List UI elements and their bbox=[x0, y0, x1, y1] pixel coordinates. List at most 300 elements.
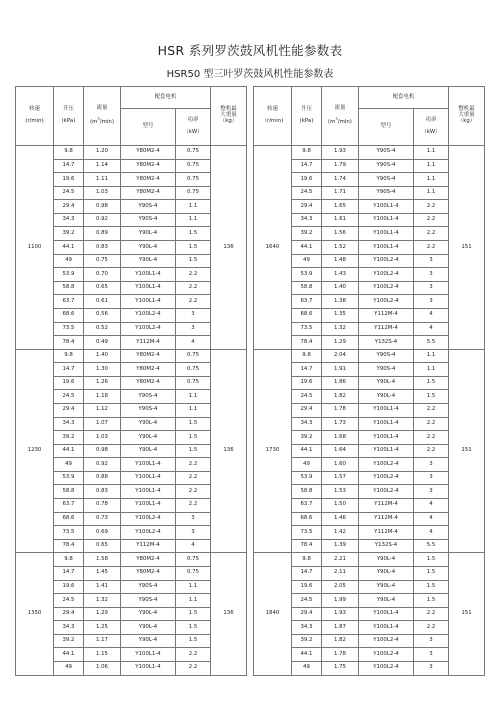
motor-model-cell: Y90S-4 bbox=[121, 580, 176, 594]
motor-model-cell: Y90L-4 bbox=[121, 621, 176, 635]
power-cell: 3 bbox=[413, 648, 448, 662]
motor-model-cell: Y80M2-4 bbox=[121, 553, 176, 567]
speed-cell: 1100 bbox=[16, 146, 54, 350]
power-cell: 5.5 bbox=[413, 336, 448, 350]
header-weight: 整机最 大重量 （kg） bbox=[211, 87, 247, 146]
flow-cell: 1.29 bbox=[84, 607, 121, 621]
power-cell: 2.2 bbox=[413, 417, 448, 431]
power-cell: 0.75 bbox=[176, 159, 211, 173]
power-cell: 4 bbox=[413, 308, 448, 322]
header-flow: 流量 $(m^3/\min)$ bbox=[84, 87, 121, 146]
flow-cell: 2.21 bbox=[321, 553, 358, 567]
motor-model-cell: Y100L1-4 bbox=[358, 431, 413, 445]
power-cell: 2.2 bbox=[176, 281, 211, 295]
pressure-cell: 58.8 bbox=[291, 485, 321, 499]
flow-cell: 1.75 bbox=[321, 661, 358, 675]
pressure-cell: 14.7 bbox=[54, 566, 84, 580]
pressure-cell: 73.5 bbox=[54, 526, 84, 540]
flow-cell: 0.61 bbox=[84, 295, 121, 309]
page-title: HSR 系列罗茨鼓风机性能参数表 bbox=[157, 43, 343, 58]
motor-model-cell: Y90L-4 bbox=[358, 566, 413, 580]
motor-model-cell: Y90L-4 bbox=[121, 431, 176, 445]
motor-model-cell: Y90S-4 bbox=[358, 349, 413, 363]
power-cell: 2.2 bbox=[413, 403, 448, 417]
flow-cell: 1.87 bbox=[321, 621, 358, 635]
motor-model-cell: Y112M-4 bbox=[358, 499, 413, 513]
flow-cell: 1.48 bbox=[321, 254, 358, 268]
page-subtitle: HSR50 型三叶罗茨鼓风机性能参数表 bbox=[166, 69, 334, 80]
flow-cell: 1.57 bbox=[321, 471, 358, 485]
motor-model-cell: Y112M-4 bbox=[358, 512, 413, 526]
pressure-cell: 49 bbox=[291, 254, 321, 268]
flow-cell: 0.52 bbox=[84, 322, 121, 336]
motor-model-cell: Y80M2-4 bbox=[121, 363, 176, 377]
motor-model-cell: Y100L2-4 bbox=[121, 512, 176, 526]
pressure-cell: 34.3 bbox=[54, 417, 84, 431]
pressure-cell: 63.7 bbox=[54, 499, 84, 513]
motor-model-cell: Y100L2-4 bbox=[358, 648, 413, 662]
flow-cell: 1.52 bbox=[321, 241, 358, 255]
header-power: 功率 （kW） bbox=[176, 109, 211, 146]
table-row bbox=[16, 553, 247, 567]
flow-cell: 1.93 bbox=[321, 146, 358, 160]
pressure-cell: 53.9 bbox=[54, 471, 84, 485]
pressure-cell: 58.8 bbox=[54, 485, 84, 499]
pressure-cell: 9.8 bbox=[291, 349, 321, 363]
power-cell: 3 bbox=[176, 308, 211, 322]
flow-cell: 1.78 bbox=[321, 403, 358, 417]
power-cell: 4 bbox=[176, 539, 211, 553]
pressure-cell: 68.6 bbox=[291, 308, 321, 322]
pressure-cell: 39.2 bbox=[54, 634, 84, 648]
pressure-cell: 44.1 bbox=[291, 648, 321, 662]
power-cell: 2.2 bbox=[413, 241, 448, 255]
motor-model-cell: Y100L1-4 bbox=[121, 499, 176, 513]
motor-model-cell: Y90L-4 bbox=[358, 580, 413, 594]
pressure-cell: 78.4 bbox=[54, 336, 84, 350]
power-cell: 0.75 bbox=[176, 173, 211, 187]
pressure-cell: 39.2 bbox=[54, 431, 84, 445]
pressure-cell: 24.5 bbox=[54, 390, 84, 404]
motor-model-cell: Y132S-4 bbox=[358, 336, 413, 350]
left-table-body bbox=[16, 146, 247, 676]
flow-cell: 1.58 bbox=[84, 553, 121, 567]
power-cell: 3 bbox=[413, 268, 448, 282]
flow-cell: 1.71 bbox=[321, 186, 358, 200]
right-table-body bbox=[253, 146, 484, 676]
power-cell: 1.5 bbox=[413, 553, 448, 567]
pressure-cell: 49 bbox=[54, 254, 84, 268]
flow-cell: 0.98 bbox=[84, 444, 121, 458]
weight-cell: 151 bbox=[449, 146, 485, 350]
flow-cell: 0.89 bbox=[84, 227, 121, 241]
flow-cell: 1.25 bbox=[84, 621, 121, 635]
flow-cell: 1.40 bbox=[84, 349, 121, 363]
pressure-cell: 24.5 bbox=[291, 594, 321, 608]
motor-model-cell: Y90L-4 bbox=[121, 607, 176, 621]
pressure-cell: 19.6 bbox=[54, 580, 84, 594]
pressure-cell: 9.8 bbox=[54, 146, 84, 160]
power-cell: 2.2 bbox=[413, 200, 448, 214]
weight-cell: 136 bbox=[211, 146, 247, 350]
power-cell: 4 bbox=[413, 322, 448, 336]
power-cell: 1.1 bbox=[176, 213, 211, 227]
flow-cell: 1.07 bbox=[84, 417, 121, 431]
power-cell: 2.2 bbox=[176, 499, 211, 513]
motor-model-cell: Y100L2-4 bbox=[358, 254, 413, 268]
motor-model-cell: Y100L2-4 bbox=[358, 471, 413, 485]
power-cell: 1.5 bbox=[176, 431, 211, 445]
motor-model-cell: Y90S-4 bbox=[358, 159, 413, 173]
power-cell: 1.5 bbox=[176, 444, 211, 458]
weight-cell: 151 bbox=[449, 553, 485, 675]
pressure-cell: 39.2 bbox=[54, 227, 84, 241]
flow-cell: 0.56 bbox=[84, 308, 121, 322]
motor-model-cell: Y90S-4 bbox=[121, 390, 176, 404]
motor-model-cell: Y100L1-4 bbox=[358, 403, 413, 417]
pressure-cell: 68.6 bbox=[54, 512, 84, 526]
motor-model-cell: Y90S-4 bbox=[358, 173, 413, 187]
power-cell: 3 bbox=[413, 281, 448, 295]
flow-cell: 1.06 bbox=[84, 661, 121, 675]
flow-cell: 0.73 bbox=[84, 512, 121, 526]
power-cell: 1.1 bbox=[176, 580, 211, 594]
power-cell: 1.1 bbox=[176, 200, 211, 214]
pressure-cell: 44.1 bbox=[54, 241, 84, 255]
flow-cell: 1.91 bbox=[321, 363, 358, 377]
power-cell: 1.5 bbox=[176, 254, 211, 268]
flow-cell: 1.14 bbox=[84, 159, 121, 173]
pressure-cell: 24.5 bbox=[291, 186, 321, 200]
flow-cell: 1.38 bbox=[321, 295, 358, 309]
flow-cell: 1.61 bbox=[321, 213, 358, 227]
pressure-cell: 34.3 bbox=[54, 213, 84, 227]
power-cell: 4 bbox=[413, 512, 448, 526]
power-cell: 1.1 bbox=[413, 159, 448, 173]
table-row bbox=[16, 146, 247, 160]
power-cell: 3 bbox=[413, 485, 448, 499]
header-motor: 配套电机 bbox=[121, 87, 211, 109]
flow-cell: 0.49 bbox=[84, 336, 121, 350]
motor-model-cell: Y100L1-4 bbox=[121, 471, 176, 485]
flow-cell: 1.29 bbox=[321, 336, 358, 350]
flow-cell: 0.83 bbox=[84, 485, 121, 499]
speed-cell: 1730 bbox=[253, 349, 291, 553]
pressure-cell: 49 bbox=[54, 458, 84, 472]
header-speed: 转速 （r/min) bbox=[253, 87, 291, 146]
pressure-cell: 19.6 bbox=[291, 173, 321, 187]
motor-model-cell: Y100L1-4 bbox=[358, 621, 413, 635]
speed-cell: 1350 bbox=[16, 553, 54, 675]
power-cell: 2.2 bbox=[176, 458, 211, 472]
power-cell: 2.2 bbox=[176, 648, 211, 662]
pressure-cell: 58.8 bbox=[54, 281, 84, 295]
pressure-cell: 73.5 bbox=[54, 322, 84, 336]
power-cell: 2.2 bbox=[176, 295, 211, 309]
pressure-cell: 29.4 bbox=[291, 403, 321, 417]
header-flow: 流量 $(m^3/\min)$ bbox=[321, 87, 358, 146]
pressure-cell: 24.5 bbox=[54, 594, 84, 608]
power-cell: 3 bbox=[176, 322, 211, 336]
flow-cell: 1.74 bbox=[321, 173, 358, 187]
motor-model-cell: Y90S-4 bbox=[358, 186, 413, 200]
flow-cell: 1.45 bbox=[84, 566, 121, 580]
flow-cell: 1.03 bbox=[84, 431, 121, 445]
power-cell: 1.5 bbox=[413, 580, 448, 594]
table-row bbox=[253, 146, 484, 160]
pressure-cell: 19.6 bbox=[54, 376, 84, 390]
flow-cell: 1.35 bbox=[321, 308, 358, 322]
motor-model-cell: Y90L-4 bbox=[121, 444, 176, 458]
power-cell: 1.1 bbox=[413, 186, 448, 200]
power-cell: 2.2 bbox=[176, 268, 211, 282]
flow-cell: 1.64 bbox=[321, 444, 358, 458]
motor-model-cell: Y100L2-4 bbox=[358, 661, 413, 675]
pressure-cell: 29.4 bbox=[54, 607, 84, 621]
pressure-cell: 58.8 bbox=[291, 281, 321, 295]
motor-model-cell: Y100L1-4 bbox=[358, 417, 413, 431]
motor-model-cell: Y100L1-4 bbox=[358, 200, 413, 214]
flow-cell: 1.73 bbox=[321, 417, 358, 431]
motor-model-cell: Y100L2-4 bbox=[121, 308, 176, 322]
flow-cell: 0.70 bbox=[84, 268, 121, 282]
pressure-cell: 29.4 bbox=[54, 403, 84, 417]
pressure-cell: 78.4 bbox=[291, 336, 321, 350]
pressure-cell: 73.5 bbox=[291, 322, 321, 336]
pressure-cell: 24.5 bbox=[291, 390, 321, 404]
power-cell: 1.1 bbox=[176, 390, 211, 404]
flow-cell: 1.15 bbox=[84, 648, 121, 662]
power-cell: 2.2 bbox=[413, 607, 448, 621]
flow-cell: 0.88 bbox=[84, 471, 121, 485]
motor-model-cell: Y90L-4 bbox=[358, 594, 413, 608]
motor-model-cell: Y80M2-4 bbox=[121, 159, 176, 173]
pressure-cell: 9.8 bbox=[291, 146, 321, 160]
header-motor: 配套电机 bbox=[358, 87, 448, 109]
flow-cell: 1.46 bbox=[321, 512, 358, 526]
motor-model-cell: Y80M2-4 bbox=[121, 186, 176, 200]
pressure-cell: 29.4 bbox=[54, 200, 84, 214]
pressure-cell: 68.6 bbox=[291, 512, 321, 526]
flow-cell: 0.98 bbox=[84, 200, 121, 214]
flow-cell: 1.65 bbox=[321, 200, 358, 214]
weight-cell: 136 bbox=[211, 553, 247, 675]
speed-cell: 1840 bbox=[253, 553, 291, 675]
pressure-cell: 49 bbox=[291, 458, 321, 472]
power-cell: 4 bbox=[176, 336, 211, 350]
motor-model-cell: Y90L-4 bbox=[358, 376, 413, 390]
flow-cell: 0.65 bbox=[84, 539, 121, 553]
flow-cell: 1.12 bbox=[84, 403, 121, 417]
pressure-cell: 19.6 bbox=[54, 173, 84, 187]
flow-cell: 1.60 bbox=[321, 458, 358, 472]
power-cell: 1.5 bbox=[176, 607, 211, 621]
pressure-cell: 9.8 bbox=[54, 553, 84, 567]
weight-cell: 136 bbox=[211, 349, 247, 553]
power-cell: 1.5 bbox=[413, 376, 448, 390]
motor-model-cell: Y100L1-4 bbox=[121, 458, 176, 472]
motor-model-cell: Y112M-4 bbox=[121, 539, 176, 553]
motor-model-cell: Y80M2-4 bbox=[121, 349, 176, 363]
flow-cell: 0.65 bbox=[84, 281, 121, 295]
motor-model-cell: Y80M2-4 bbox=[121, 376, 176, 390]
power-cell: 2.2 bbox=[413, 431, 448, 445]
flow-cell: 2.05 bbox=[321, 580, 358, 594]
motor-model-cell: Y100L1-4 bbox=[358, 241, 413, 255]
power-cell: 0.75 bbox=[176, 566, 211, 580]
power-cell: 5.5 bbox=[413, 539, 448, 553]
header-pressure: 升压 (kPa) bbox=[54, 87, 84, 146]
power-cell: 2.2 bbox=[413, 213, 448, 227]
power-cell: 3 bbox=[413, 254, 448, 268]
flow-cell: 0.83 bbox=[84, 241, 121, 255]
motor-model-cell: Y100L1-4 bbox=[358, 444, 413, 458]
pressure-cell: 44.1 bbox=[54, 444, 84, 458]
power-cell: 3 bbox=[176, 512, 211, 526]
power-cell: 2.2 bbox=[176, 485, 211, 499]
pressure-cell: 44.1 bbox=[54, 648, 84, 662]
pressure-cell: 14.7 bbox=[291, 159, 321, 173]
flow-cell: 0.92 bbox=[84, 458, 121, 472]
pressure-cell: 29.4 bbox=[291, 607, 321, 621]
flow-cell: 1.42 bbox=[321, 526, 358, 540]
power-cell: 3 bbox=[176, 526, 211, 540]
power-cell: 1.5 bbox=[176, 227, 211, 241]
pressure-cell: 9.8 bbox=[54, 349, 84, 363]
motor-model-cell: Y100L2-4 bbox=[358, 458, 413, 472]
power-cell: 3 bbox=[413, 661, 448, 675]
power-cell: 2.2 bbox=[413, 444, 448, 458]
motor-model-cell: Y100L1-4 bbox=[358, 607, 413, 621]
header-model: 型号 bbox=[358, 109, 413, 146]
motor-model-cell: Y80M2-4 bbox=[121, 566, 176, 580]
flow-cell: 1.56 bbox=[321, 227, 358, 241]
motor-model-cell: Y100L1-4 bbox=[358, 227, 413, 241]
pressure-cell: 34.3 bbox=[291, 417, 321, 431]
flow-cell: 1.43 bbox=[321, 268, 358, 282]
flow-cell: 1.20 bbox=[84, 146, 121, 160]
left-parameter-table bbox=[15, 86, 247, 676]
motor-model-cell: Y100L2-4 bbox=[358, 485, 413, 499]
motor-model-cell: Y80M2-4 bbox=[121, 146, 176, 160]
flow-cell: 1.93 bbox=[321, 607, 358, 621]
pressure-cell: 63.7 bbox=[54, 295, 84, 309]
power-cell: 1.5 bbox=[176, 621, 211, 635]
header-speed: 转速 (r/min) bbox=[16, 87, 54, 146]
motor-model-cell: Y100L2-4 bbox=[121, 322, 176, 336]
power-cell: 1.5 bbox=[176, 634, 211, 648]
flow-cell: 1.30 bbox=[84, 363, 121, 377]
pressure-cell: 39.2 bbox=[291, 431, 321, 445]
flow-cell: 1.79 bbox=[321, 159, 358, 173]
power-cell: 4 bbox=[413, 526, 448, 540]
power-cell: 0.75 bbox=[176, 553, 211, 567]
flow-cell: 1.82 bbox=[321, 390, 358, 404]
weight-cell: 151 bbox=[449, 349, 485, 553]
motor-model-cell: Y100L2-4 bbox=[358, 268, 413, 282]
tables-container bbox=[15, 86, 485, 676]
power-cell: 0.75 bbox=[176, 363, 211, 377]
speed-cell: 1230 bbox=[16, 349, 54, 553]
pressure-cell: 14.7 bbox=[291, 363, 321, 377]
flow-cell: 1.03 bbox=[84, 186, 121, 200]
motor-model-cell: Y132S-4 bbox=[358, 539, 413, 553]
header-weight: 整机最 大重量 （kg） bbox=[449, 87, 485, 146]
flow-cell: 0.75 bbox=[84, 254, 121, 268]
flow-cell: 1.40 bbox=[321, 281, 358, 295]
motor-model-cell: Y100L1-4 bbox=[121, 281, 176, 295]
power-cell: 1.1 bbox=[176, 403, 211, 417]
motor-model-cell: Y90S-4 bbox=[358, 363, 413, 377]
pressure-cell: 34.3 bbox=[54, 621, 84, 635]
pressure-cell: 14.7 bbox=[54, 363, 84, 377]
pressure-cell: 39.2 bbox=[291, 634, 321, 648]
table-row bbox=[253, 349, 484, 363]
motor-model-cell: Y100L1-4 bbox=[121, 295, 176, 309]
flow-cell: 1.18 bbox=[84, 390, 121, 404]
power-cell: 1.1 bbox=[413, 363, 448, 377]
motor-model-cell: Y100L2-4 bbox=[121, 526, 176, 540]
flow-cell: 1.50 bbox=[321, 499, 358, 513]
power-cell: 2.2 bbox=[176, 661, 211, 675]
flow-cell: 1.99 bbox=[321, 594, 358, 608]
power-cell: 0.75 bbox=[176, 349, 211, 363]
flow-cell: 1.86 bbox=[321, 376, 358, 390]
pressure-cell: 53.9 bbox=[291, 268, 321, 282]
right-parameter-table bbox=[253, 86, 485, 676]
flow-cell: 1.26 bbox=[84, 376, 121, 390]
pressure-cell: 49 bbox=[291, 661, 321, 675]
power-cell: 3 bbox=[413, 471, 448, 485]
motor-model-cell: Y112M-4 bbox=[358, 526, 413, 540]
motor-model-cell: Y90S-4 bbox=[121, 213, 176, 227]
flow-cell: 0.69 bbox=[84, 526, 121, 540]
motor-model-cell: Y90S-4 bbox=[358, 146, 413, 160]
motor-model-cell: Y112M-4 bbox=[121, 336, 176, 350]
motor-model-cell: Y90L-4 bbox=[121, 254, 176, 268]
pressure-cell: 34.3 bbox=[291, 213, 321, 227]
pressure-cell: 24.5 bbox=[54, 186, 84, 200]
pressure-cell: 39.2 bbox=[291, 227, 321, 241]
motor-model-cell: Y100L1-4 bbox=[121, 648, 176, 662]
power-cell: 2.2 bbox=[176, 471, 211, 485]
flow-cell: 2.11 bbox=[321, 566, 358, 580]
flow-cell: 1.32 bbox=[321, 322, 358, 336]
motor-model-cell: Y90S-4 bbox=[121, 403, 176, 417]
motor-model-cell: Y100L1-4 bbox=[121, 661, 176, 675]
power-cell: 3 bbox=[413, 458, 448, 472]
pressure-cell: 9.8 bbox=[291, 553, 321, 567]
power-cell: 3 bbox=[413, 634, 448, 648]
power-cell: 1.1 bbox=[413, 173, 448, 187]
pressure-cell: 34.3 bbox=[291, 621, 321, 635]
motor-model-cell: Y90L-4 bbox=[358, 553, 413, 567]
motor-model-cell: Y100L1-4 bbox=[121, 268, 176, 282]
pressure-cell: 19.6 bbox=[291, 376, 321, 390]
motor-model-cell: Y90L-4 bbox=[121, 634, 176, 648]
flow-cell: 1.82 bbox=[321, 634, 358, 648]
power-cell: 0.75 bbox=[176, 376, 211, 390]
motor-model-cell: Y90S-4 bbox=[121, 594, 176, 608]
power-cell: 1.1 bbox=[413, 349, 448, 363]
motor-model-cell: Y100L1-4 bbox=[121, 485, 176, 499]
flow-cell: 1.41 bbox=[84, 580, 121, 594]
motor-model-cell: Y90L-4 bbox=[121, 417, 176, 431]
pressure-cell: 14.7 bbox=[54, 159, 84, 173]
power-cell: 0.75 bbox=[176, 186, 211, 200]
motor-model-cell: Y100L2-4 bbox=[358, 295, 413, 309]
pressure-cell: 14.7 bbox=[291, 566, 321, 580]
